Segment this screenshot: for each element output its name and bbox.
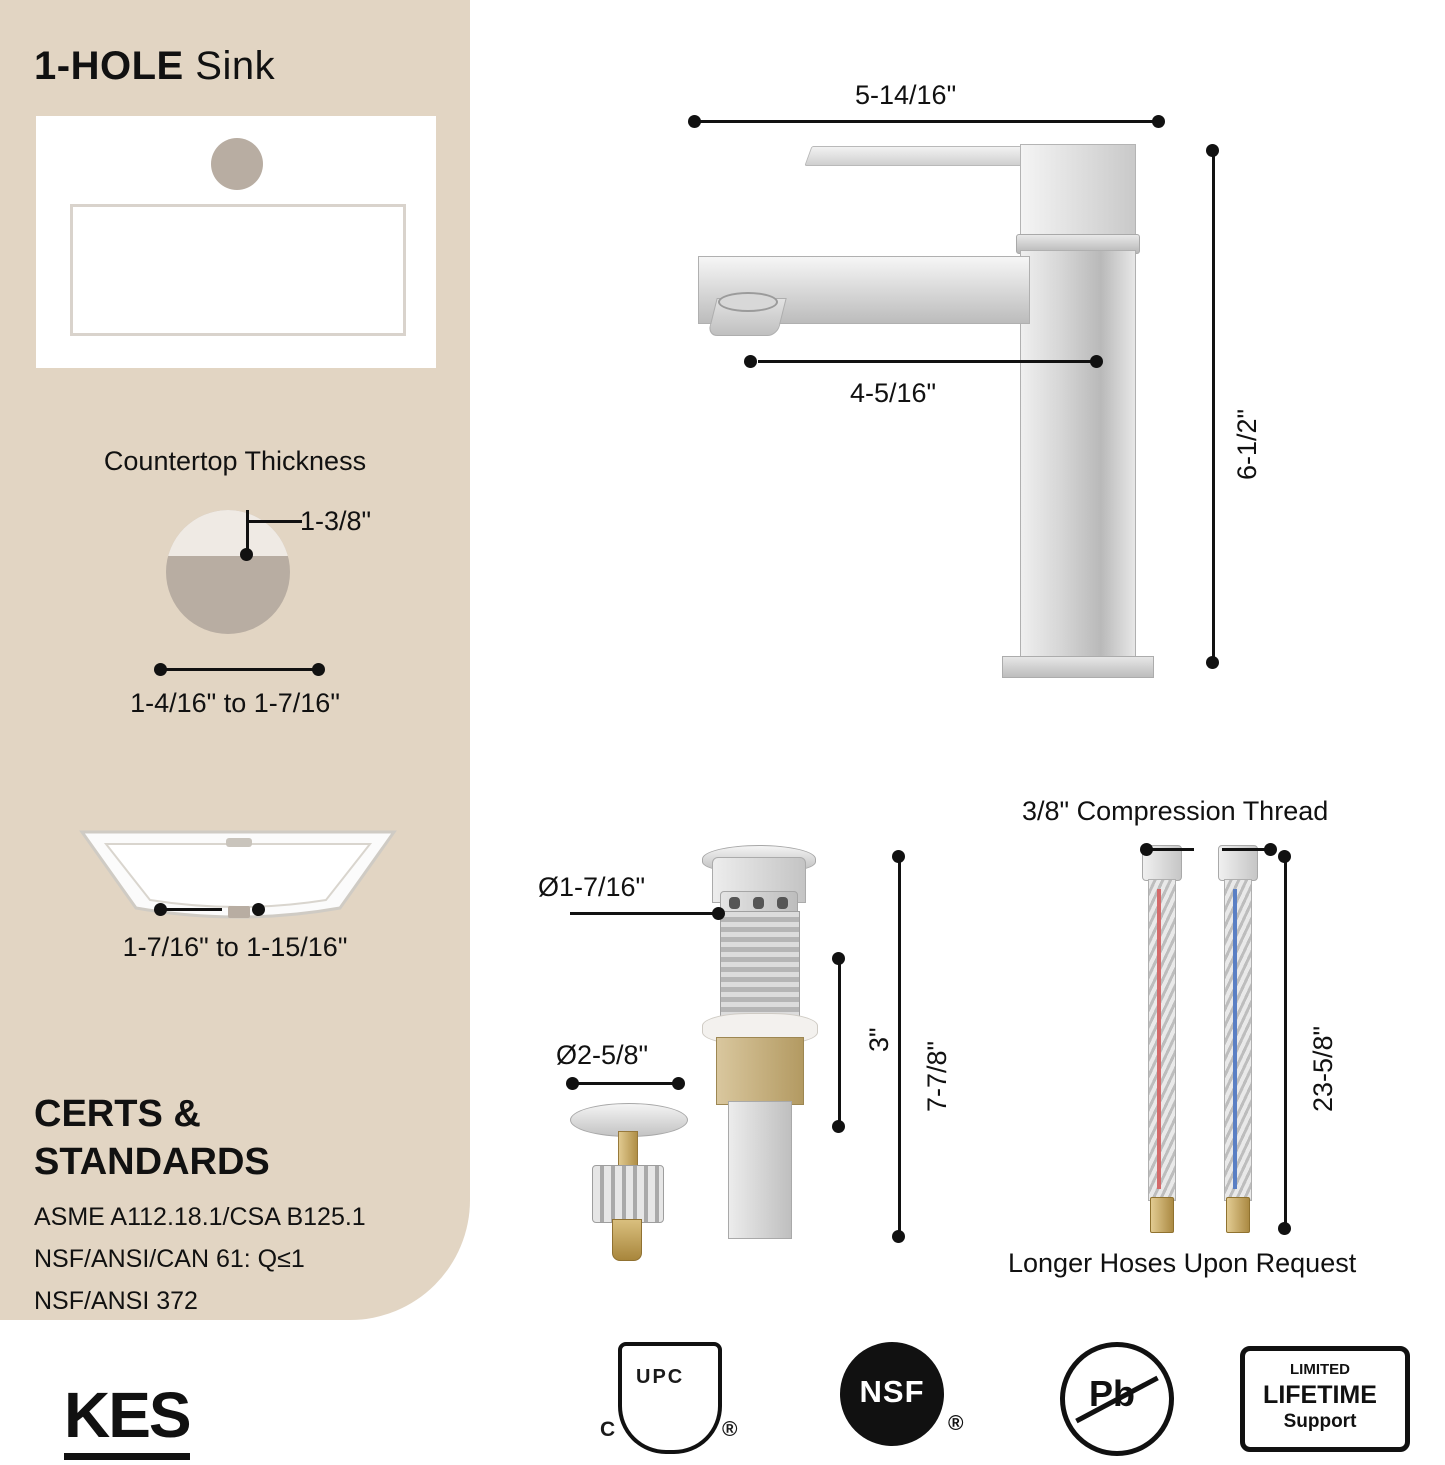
faucet-aerator (718, 292, 778, 312)
basin-dot-left (154, 903, 167, 916)
sink-basin-shape (70, 204, 406, 336)
drain-thread-length-value: 3" (864, 1027, 894, 1052)
nsf-registered-mark: ® (948, 1412, 964, 1435)
countertop-thickness-dot (240, 548, 253, 561)
supply-hose-cold (1216, 845, 1258, 1245)
hose-length-value: 23-5/8" (1308, 1025, 1338, 1112)
hose-thread-dot-right (1264, 843, 1277, 856)
drain-brass-nut (716, 1037, 804, 1105)
lead-free-badge (1060, 1340, 1180, 1450)
lifetime-label: LIFETIME (1263, 1381, 1377, 1409)
nsf-badge (840, 1340, 980, 1450)
upc-shield-icon (618, 1342, 722, 1454)
limited-label: LIMITED (1290, 1361, 1350, 1378)
sink-top-view-illustration (36, 116, 436, 368)
brand-logo-text: KES (64, 1379, 190, 1460)
pop-up-cap-tip (612, 1219, 642, 1261)
countertop-hole-illustration (166, 510, 290, 634)
drain-hole (753, 897, 764, 909)
hose-brass-end (1226, 1197, 1250, 1233)
certs-title-line1: CERTS & (34, 1093, 201, 1135)
faucet-reach-dot-left (744, 355, 757, 368)
drain-pop-up-cap (570, 1103, 686, 1263)
drain-flange-dim-line (570, 912, 718, 915)
faucet-neck (1020, 250, 1136, 664)
support-label: Support (1283, 1411, 1357, 1432)
hose-length-dot-bottom (1278, 1222, 1291, 1235)
faucet-reach-value: 4-5/16" (850, 378, 937, 408)
brand-logo (64, 1378, 190, 1452)
hose-length-dim-line (1284, 856, 1287, 1228)
upc-label: UPC (636, 1366, 685, 1388)
faucet-illustration (690, 140, 1210, 670)
nsf-label: NSF (859, 1374, 925, 1409)
supply-hoses-illustration (1140, 845, 1330, 1245)
drain-thread-dim-line (838, 958, 841, 1126)
cert-item: NSF/ANSI/CAN 61: Q≤1 (34, 1245, 305, 1273)
drain-hole (729, 897, 740, 909)
hose-thread-dot-left (1140, 843, 1153, 856)
lifetime-warranty-box (1240, 1346, 1410, 1452)
hose-thread-leader-right (1222, 848, 1270, 851)
countertop-range-dot-left (154, 663, 167, 676)
cert-item: NSF/ANSI 372 (34, 1287, 198, 1315)
hose-stripe-red (1157, 889, 1161, 1189)
drain-total-dim-line (898, 856, 901, 1236)
drain-cap-dim-line (572, 1082, 680, 1085)
lifetime-warranty-badge (1240, 1340, 1410, 1450)
page-title-rest: Sink (183, 44, 276, 88)
faucet-height-dot-bottom (1206, 656, 1219, 669)
drain-cap-dot-right (672, 1077, 685, 1090)
countertop-thickness-value: 1-3/8" (300, 506, 372, 536)
faucet-body-top (1020, 144, 1136, 238)
drain-cap-diameter-value: Ø2-5/8" (556, 1040, 649, 1070)
lead-free-label: Pb (1088, 1373, 1135, 1414)
basin-thickness-dim-line-left (160, 908, 222, 911)
hose-thread-label: 3/8" Compression Thread (1022, 796, 1329, 826)
faucet-base-plate (1002, 656, 1154, 678)
countertop-range-dim-line (160, 668, 320, 671)
upc-c-mark: C (600, 1418, 616, 1441)
hose-stripe-blue (1233, 889, 1237, 1189)
drain-total-length-value: 7-7/8" (922, 1040, 952, 1112)
drain-flange-dot (712, 907, 725, 920)
certs-list (34, 1196, 366, 1322)
faucet-reach-dot-right (1090, 355, 1103, 368)
hose-braid (1224, 879, 1252, 1201)
upc-badge (600, 1340, 770, 1450)
hose-note: Longer Hoses Upon Request (1008, 1248, 1357, 1278)
hose-brass-end (1150, 1197, 1174, 1233)
faucet-width-value: 5-14/16" (855, 80, 957, 110)
drain-total-dot-top (892, 850, 905, 863)
certification-badges (600, 1340, 1400, 1460)
countertop-range-value: 1-4/16" to 1-7/16" (130, 688, 340, 718)
faucet-width-dim-line (700, 120, 1160, 123)
drain-thread-dot-top (832, 952, 845, 965)
faucet-reach-dim-line (758, 360, 1096, 363)
drain-total-dot-bottom (892, 1230, 905, 1243)
pop-up-cap-basket (592, 1165, 664, 1223)
sink-hole-shape (211, 138, 263, 190)
page-title-strong: 1-HOLE (34, 44, 184, 88)
drain-cap-dot-left (566, 1077, 579, 1090)
drain-threaded-body (720, 911, 800, 1017)
basin-cross-section-illustration (78, 822, 398, 922)
certs-title-line2: STANDARDS (34, 1141, 270, 1183)
countertop-range-dot-right (312, 663, 325, 676)
drain-flange-diameter-value: Ø1-7/16" (538, 872, 646, 902)
countertop-thickness-leader (246, 520, 302, 523)
page-title (34, 44, 275, 89)
cert-item: ASME A112.18.1/CSA B125.1 (34, 1203, 366, 1231)
certs-title (34, 1090, 270, 1186)
hose-length-dot-top (1278, 850, 1291, 863)
basin-dot-right (252, 903, 265, 916)
lead-free-icon (1060, 1342, 1174, 1456)
faucet-width-dot-left (688, 115, 701, 128)
faucet-height-dim-line (1212, 150, 1215, 662)
drain-tailpiece (728, 1101, 792, 1239)
countertop-thickness-label: Countertop Thickness (103, 446, 367, 476)
drain-hole (777, 897, 788, 909)
hose-thread-leader-left (1146, 848, 1194, 851)
faucet-height-value: 6-1/2" (1232, 408, 1262, 480)
supply-hose-hot (1140, 845, 1182, 1245)
faucet-handle-lever (804, 146, 1041, 166)
nsf-circle-icon (840, 1342, 944, 1446)
faucet-width-dot-right (1152, 115, 1165, 128)
basin-range-value: 1-7/16" to 1-15/16" (122, 932, 348, 962)
drain-thread-dot-bottom (832, 1120, 845, 1133)
upc-registered-mark: ® (722, 1418, 738, 1441)
countertop-surface-shape (166, 510, 290, 556)
hose-braid (1148, 879, 1176, 1201)
faucet-height-dot-top (1206, 144, 1219, 157)
